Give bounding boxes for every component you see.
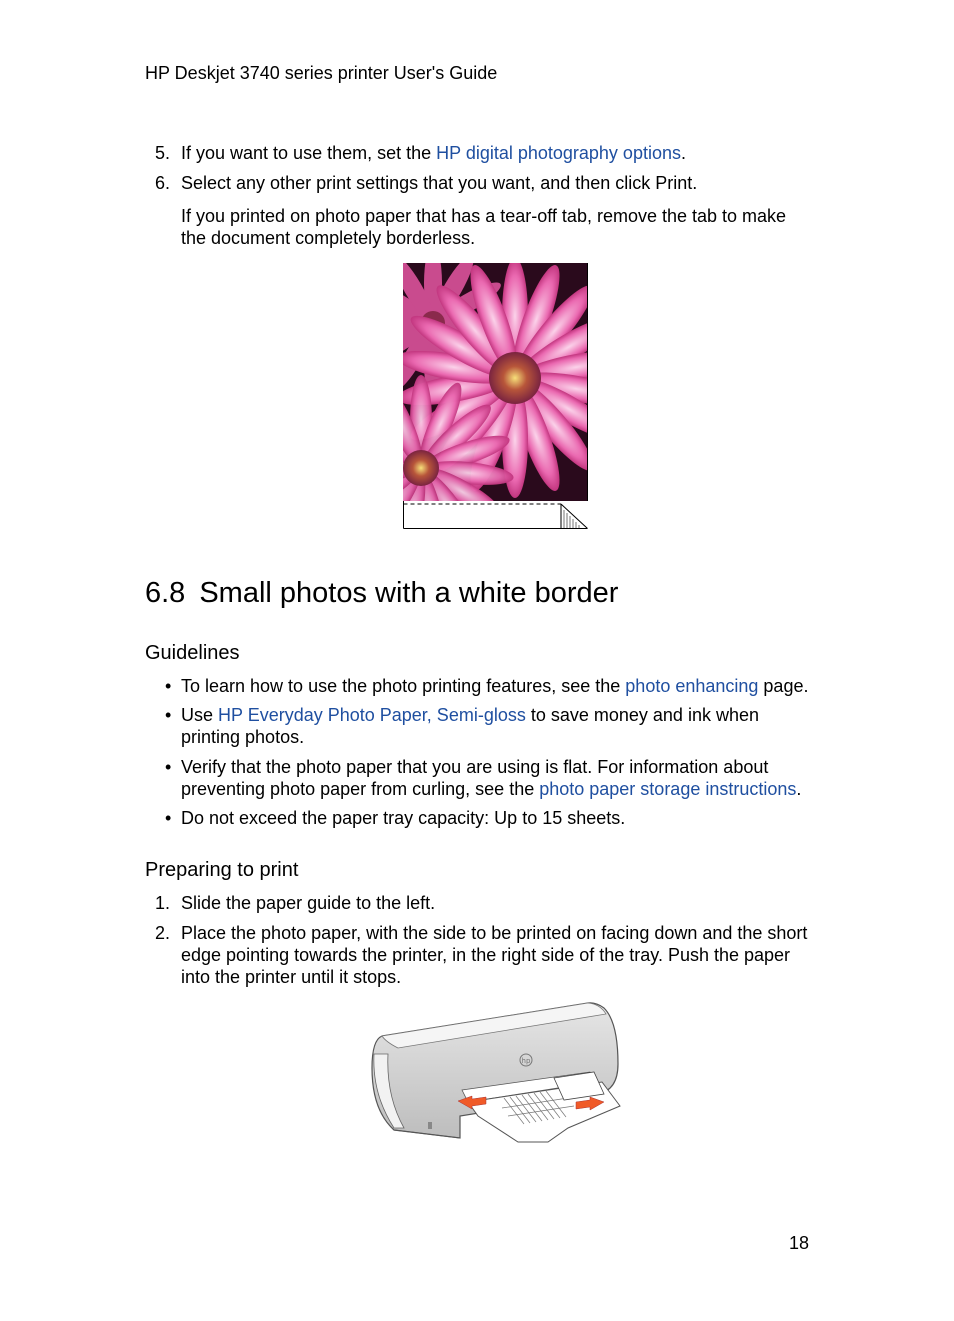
step-text: Place the photo paper, with the side to be printed on facing down and the short edge pointing towards the printer, in the right side of the tray. Push the paper into the printer until it stops. <box>181 923 808 987</box>
step-number: 1. <box>155 893 171 913</box>
step-text-after: . <box>692 173 698 193</box>
section-heading <box>145 575 618 611</box>
step-text <box>181 142 821 164</box>
guideline-text-after: page. <box>758 676 809 696</box>
printer-illustration <box>368 998 624 1146</box>
step-number: 2. <box>155 923 171 943</box>
step-text-after: . <box>680 143 686 163</box>
guideline-text-before: Verify that the photo paper that you are using is flat. For information about preventing photo paper from curling, see the <box>181 757 769 799</box>
guideline-text-after: to save money and ink when printing photos. <box>181 705 759 747</box>
guideline-text <box>181 756 811 800</box>
section-title: Small photos with a white border <box>199 577 619 609</box>
running-header: HP Deskjet 3740 series printer User's Guide <box>145 63 498 83</box>
svg-text:hp: hp <box>521 1057 531 1065</box>
link-hp-everyday-photo-paper[interactable]: HP Everyday Photo Paper, Semi-gloss <box>218 705 526 725</box>
step-text-before: Select any other print settings that you want, and then click <box>181 173 656 193</box>
guideline-text <box>181 675 821 697</box>
preparing-heading: Preparing to print <box>145 859 299 881</box>
guideline-text-before: To learn how to use the photo printing features, see the <box>181 676 626 696</box>
page-number: 18 <box>789 1233 810 1253</box>
bullet: • <box>165 676 172 696</box>
print-emphasis: Print <box>655 173 693 193</box>
guidelines-heading: Guidelines <box>145 642 240 664</box>
link-hp-digital-photography-options[interactable]: HP digital photography options <box>436 143 681 163</box>
step-text-before: If you want to use them, set the <box>181 143 437 163</box>
borderless-photo-illustration <box>403 263 588 529</box>
guideline-text <box>181 704 791 748</box>
bullet: • <box>165 705 172 725</box>
bullet: • <box>165 757 172 777</box>
link-photo-paper-storage-instructions[interactable]: photo paper storage instructions <box>539 779 797 799</box>
guideline-text-after: . <box>796 779 802 799</box>
guideline-text: Do not exceed the paper tray capacity: Up to 15 sheets. <box>181 808 626 828</box>
step-number: 6. <box>155 173 171 193</box>
link-photo-enhancing[interactable]: photo enhancing <box>625 676 759 696</box>
step-number: 5. <box>155 143 171 163</box>
guideline-text-before: Use <box>181 705 219 725</box>
tear-off-note: If you printed on photo paper that has a tear-off tab, remove the tab to make the document completely borderless. <box>181 206 787 248</box>
section-number: 6.8 <box>145 577 186 609</box>
step-text: Slide the paper guide to the left. <box>181 893 436 913</box>
step-text <box>181 172 821 194</box>
flower-photo <box>403 263 588 529</box>
bullet: • <box>165 808 172 828</box>
